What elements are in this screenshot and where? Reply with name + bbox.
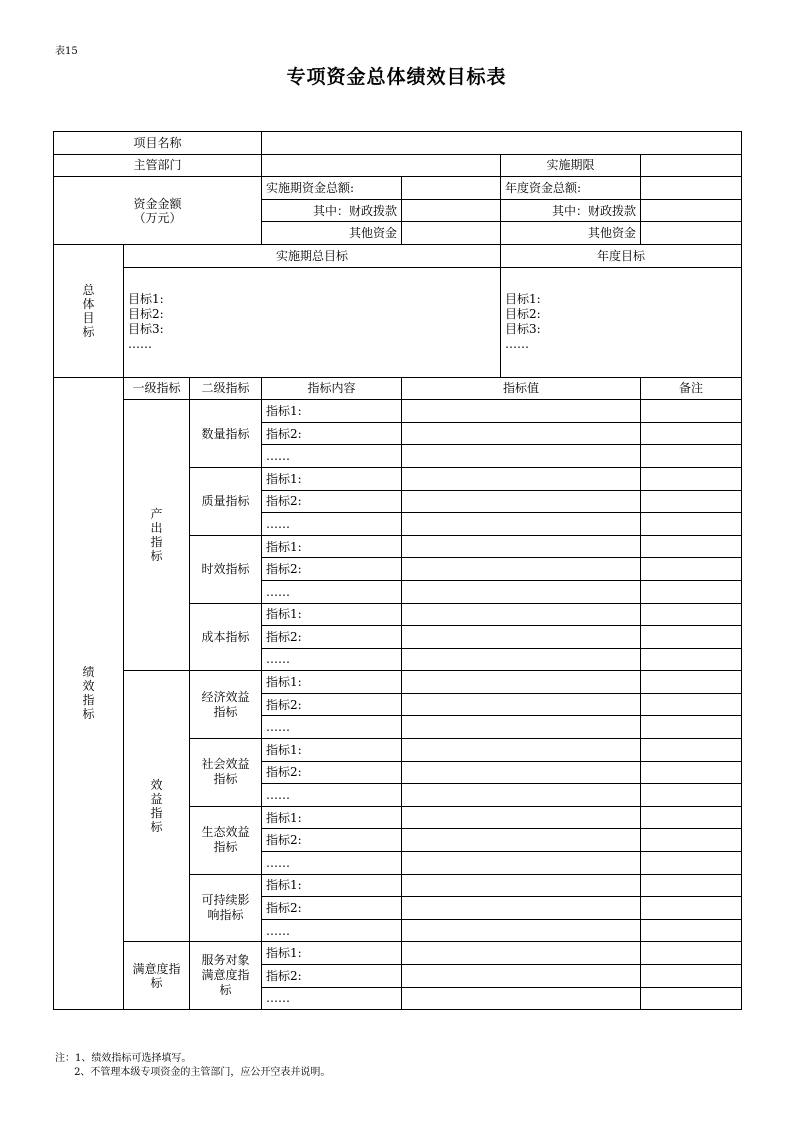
remark-field[interactable] — [641, 716, 742, 739]
annual-other-field[interactable] — [641, 222, 742, 245]
remark-field[interactable] — [641, 467, 742, 490]
indicator-value-field[interactable] — [402, 467, 641, 490]
indicator-value-field[interactable] — [402, 716, 641, 739]
content-header: 指标内容 — [262, 377, 402, 400]
indicator-content-field[interactable]: 指标1: — [262, 603, 402, 626]
period-field[interactable] — [641, 154, 742, 177]
level1-indicator: 产出指标 — [124, 400, 190, 671]
indicator-content-field[interactable]: 指标2: — [262, 422, 402, 445]
indicator-value-field[interactable] — [402, 965, 641, 988]
remark-field[interactable] — [641, 626, 742, 649]
level2-indicator: 社会效益指标 — [190, 739, 262, 807]
level2-header: 二级指标 — [190, 377, 262, 400]
remark-field[interactable] — [641, 919, 742, 942]
remark-field[interactable] — [641, 784, 742, 807]
indicator-value-field[interactable] — [402, 761, 641, 784]
indicator-content-field[interactable]: 指标1: — [262, 671, 402, 694]
table-number: 表15 — [55, 46, 78, 57]
annual-fiscal-label: 其中：财政拨款 — [501, 199, 641, 222]
period-total-label: 实施期资金总额: — [262, 177, 402, 200]
indicator-value-field[interactable] — [402, 626, 641, 649]
indicator-content-field[interactable]: …… — [262, 784, 402, 807]
remark-field[interactable] — [641, 490, 742, 513]
indicator-value-field[interactable] — [402, 513, 641, 536]
indicator-value-field[interactable] — [402, 852, 641, 875]
indicator-value-field[interactable] — [402, 806, 641, 829]
indicator-content-field[interactable]: …… — [262, 445, 402, 468]
indicator-row — [54, 942, 742, 965]
fund-amount-label: 资金金额 （万元） — [54, 177, 262, 245]
indicator-content-field[interactable]: 指标1: — [262, 942, 402, 965]
indicator-content-field[interactable]: …… — [262, 987, 402, 1010]
remark-header: 备注 — [641, 377, 742, 400]
department-label: 主管部门 — [54, 154, 262, 177]
period-goal-field[interactable]: 目标1: 目标2: 目标3: …… — [124, 267, 501, 377]
note-1: 注：1、绩效指标可选择填写。 — [55, 1053, 192, 1064]
indicator-content-field[interactable]: …… — [262, 513, 402, 536]
remark-field[interactable] — [641, 897, 742, 920]
level1-indicator: 满意度指标 — [124, 942, 190, 1010]
indicator-value-field[interactable] — [402, 829, 641, 852]
indicator-content-field[interactable]: 指标1: — [262, 535, 402, 558]
indicator-value-field[interactable] — [402, 942, 641, 965]
indicator-value-field[interactable] — [402, 558, 641, 581]
indicator-value-field[interactable] — [402, 784, 641, 807]
indicator-content-field[interactable]: 指标1: — [262, 739, 402, 762]
period-goal-header: 实施期总目标 — [124, 244, 501, 267]
period-other-label: 其他资金 — [262, 222, 402, 245]
remark-field[interactable] — [641, 693, 742, 716]
remark-field[interactable] — [641, 852, 742, 875]
note-2: 2、不管理本级专项资金的主管部门，应公开空表并说明。 — [55, 1067, 331, 1078]
level2-indicator: 可持续影响指标 — [190, 874, 262, 942]
remark-field[interactable] — [641, 829, 742, 852]
indicator-content-field[interactable]: 指标1: — [262, 467, 402, 490]
overall-goal-label: 总体目标 — [54, 244, 124, 377]
level2-indicator: 经济效益指标 — [190, 671, 262, 739]
remark-field[interactable] — [641, 648, 742, 671]
indicator-content-field[interactable]: …… — [262, 852, 402, 875]
period-total-field[interactable] — [402, 177, 501, 200]
indicator-content-field[interactable]: 指标2: — [262, 965, 402, 988]
indicator-value-field[interactable] — [402, 648, 641, 671]
indicator-content-field[interactable]: 指标2: — [262, 626, 402, 649]
indicator-content-field[interactable]: 指标2: — [262, 490, 402, 513]
level2-indicator: 数量指标 — [190, 400, 262, 468]
indicator-value-field[interactable] — [402, 671, 641, 694]
annual-fiscal-field[interactable] — [641, 199, 742, 222]
level2-indicator: 成本指标 — [190, 603, 262, 671]
level2-indicator: 时效指标 — [190, 535, 262, 603]
indicator-value-field[interactable] — [402, 603, 641, 626]
indicator-content-field[interactable]: 指标2: — [262, 693, 402, 716]
indicator-value-field[interactable] — [402, 987, 641, 1010]
remark-field[interactable] — [641, 535, 742, 558]
indicator-row — [54, 400, 742, 423]
annual-goal-header: 年度目标 — [501, 244, 742, 267]
remark-field[interactable] — [641, 987, 742, 1010]
indicator-content-field[interactable]: …… — [262, 716, 402, 739]
performance-goal-table — [53, 131, 742, 1010]
annual-total-label: 年度资金总额: — [501, 177, 641, 200]
indicator-value-field[interactable] — [402, 897, 641, 920]
period-other-field[interactable] — [402, 222, 501, 245]
level1-header: 一级指标 — [124, 377, 190, 400]
department-field[interactable] — [262, 154, 501, 177]
value-header: 指标值 — [402, 377, 641, 400]
remark-field[interactable] — [641, 874, 742, 897]
remark-field[interactable] — [641, 761, 742, 784]
remark-field[interactable] — [641, 965, 742, 988]
indicator-content-field[interactable]: 指标2: — [262, 761, 402, 784]
remark-field[interactable] — [641, 422, 742, 445]
level2-indicator: 质量指标 — [190, 467, 262, 535]
project-name-field[interactable] — [262, 132, 742, 155]
indicator-value-field[interactable] — [402, 693, 641, 716]
level2-indicator: 服务对象满意度指标 — [190, 942, 262, 1010]
remark-field[interactable] — [641, 739, 742, 762]
indicator-content-field[interactable]: 指标1: — [262, 806, 402, 829]
indicator-row — [54, 671, 742, 694]
indicator-content-field[interactable]: 指标1: — [262, 874, 402, 897]
perf-indicator-label: 绩效指标 — [54, 377, 124, 1010]
notes — [55, 1052, 330, 1080]
indicator-value-field[interactable] — [402, 490, 641, 513]
period-fiscal-label: 其中：财政拨款 — [262, 199, 402, 222]
period-fiscal-field[interactable] — [402, 199, 501, 222]
remark-field[interactable] — [641, 580, 742, 603]
indicator-value-field[interactable] — [402, 919, 641, 942]
remark-field[interactable] — [641, 806, 742, 829]
indicator-content-field[interactable]: 指标2: — [262, 829, 402, 852]
level1-indicator: 效益指标 — [124, 671, 190, 942]
indicator-content-field[interactable]: 指标2: — [262, 897, 402, 920]
indicator-content-field[interactable]: …… — [262, 648, 402, 671]
remark-field[interactable] — [641, 513, 742, 536]
level2-indicator: 生态效益指标 — [190, 806, 262, 874]
annual-goal-field[interactable]: 目标1: 目标2: 目标3: …… — [501, 267, 742, 377]
indicator-value-field[interactable] — [402, 535, 641, 558]
indicator-value-field[interactable] — [402, 422, 641, 445]
remark-field[interactable] — [641, 942, 742, 965]
remark-field[interactable] — [641, 558, 742, 581]
period-label: 实施期限 — [501, 154, 641, 177]
indicator-value-field[interactable] — [402, 874, 641, 897]
indicator-content-field[interactable]: 指标2: — [262, 558, 402, 581]
remark-field[interactable] — [641, 445, 742, 468]
indicator-content-field[interactable]: …… — [262, 919, 402, 942]
indicator-content-field[interactable]: 指标1: — [262, 400, 402, 423]
annual-other-label: 其他资金 — [501, 222, 641, 245]
indicator-value-field[interactable] — [402, 739, 641, 762]
indicator-value-field[interactable] — [402, 400, 641, 423]
page-title: 专项资金总体绩效目标表 — [286, 66, 507, 88]
annual-total-field[interactable] — [641, 177, 742, 200]
indicator-value-field[interactable] — [402, 580, 641, 603]
remark-field[interactable] — [641, 400, 742, 423]
indicator-value-field[interactable] — [402, 445, 641, 468]
remark-field[interactable] — [641, 671, 742, 694]
remark-field[interactable] — [641, 603, 742, 626]
indicator-content-field[interactable]: …… — [262, 580, 402, 603]
project-name-label: 项目名称 — [54, 132, 262, 155]
